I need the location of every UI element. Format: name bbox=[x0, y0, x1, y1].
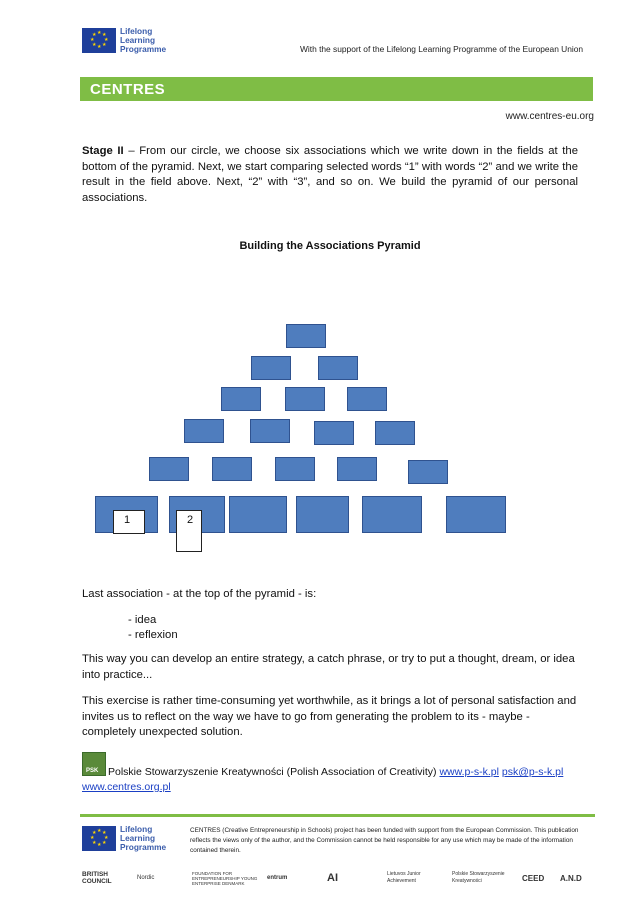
pyramid-block bbox=[314, 421, 354, 445]
llp-line: Programme bbox=[120, 44, 167, 54]
word-box-1 bbox=[113, 510, 145, 534]
organization-line bbox=[108, 766, 563, 778]
sponsor-logo: Lietuvos Junior Achievement bbox=[387, 871, 421, 884]
sponsor-logos bbox=[82, 866, 594, 890]
pyramid-block bbox=[296, 496, 349, 533]
pyramid-block bbox=[375, 421, 415, 445]
exercise-paragraph: This exercise is rather time-consuming yet worthwhile, as it brings a lot of personal satisfaction and invites us to reflect on the way we have to go from generating the problem to its - maybe - completely unexpected solution. bbox=[82, 695, 577, 738]
psk-logo-text: PSK bbox=[86, 768, 99, 774]
sponsor-logo: FOUNDATION FOR ENTREPRENEURSHIP YOUNG ENTERPRISE DENMARK bbox=[192, 870, 258, 886]
pyramid-block bbox=[286, 324, 326, 348]
sponsor-logo: AI bbox=[327, 871, 338, 884]
pyramid-block bbox=[347, 387, 387, 411]
organization-line-2 bbox=[82, 781, 171, 793]
pyramid-block bbox=[149, 457, 189, 481]
intro-paragraph bbox=[82, 144, 578, 206]
stage-label: Stage II bbox=[82, 145, 124, 157]
support-text: With the support of the Lifelong Learning Programme of the European Union bbox=[300, 44, 584, 54]
word-box-2-label: 2 bbox=[187, 514, 194, 526]
pyramid-block bbox=[318, 356, 358, 380]
llp-logo bbox=[82, 28, 192, 54]
footer-disclaimer: CENTRES (Creative Entrepreneurship in Schools) project has been funded with support from the European Commission. This publication reflects the views only of the author, and the Commission cannot be held responsible for any use which may be made of the information contained therein. bbox=[190, 827, 579, 854]
centres-website-link[interactable]: www.centres.org.pl bbox=[82, 781, 171, 793]
sponsor-logo: BRITISH COUNCIL bbox=[82, 871, 112, 885]
psk-website-link[interactable]: www.p-s-k.pl bbox=[439, 766, 499, 778]
eu-flag-icon: ★ ★ ★ ★ ★ ★ ★ ★ bbox=[82, 28, 116, 53]
pyramid-block bbox=[275, 457, 315, 481]
sponsor-logo: A.N.D bbox=[560, 873, 582, 883]
pyramid-block bbox=[285, 387, 325, 411]
psk-email-link[interactable]: psk@p-s-k.pl bbox=[501, 766, 564, 778]
footer-llp-logo bbox=[82, 826, 192, 852]
pyramid-block bbox=[362, 496, 422, 533]
sponsor-logo: Nordic bbox=[137, 874, 155, 881]
last-association-text: Last association - at the top of the pyramid - is: bbox=[82, 588, 317, 600]
pyramid-block bbox=[212, 457, 252, 481]
footer-divider bbox=[80, 814, 595, 817]
pyramid-block bbox=[250, 419, 290, 443]
sponsor-logo: CEED bbox=[522, 873, 545, 883]
pyramid-block bbox=[184, 419, 224, 443]
llp-line: Learning bbox=[120, 35, 156, 45]
pyramid-block bbox=[251, 356, 291, 380]
strategy-paragraph: This way you can develop an entire strategy, a catch phrase, or try to put a thought, dream, or idea into practice... bbox=[82, 653, 575, 681]
website-url: www.centres-eu.org bbox=[505, 111, 594, 122]
llp-line: Lifelong bbox=[120, 26, 153, 36]
pyramid-block bbox=[221, 387, 261, 411]
list-item: - idea bbox=[128, 614, 157, 626]
psk-logo bbox=[82, 752, 106, 776]
llp-line: Lifelong bbox=[120, 824, 153, 834]
pyramid-heading: Building the Associations Pyramid bbox=[239, 240, 421, 252]
pyramid-block bbox=[408, 460, 448, 484]
list-item: - reflexion bbox=[128, 629, 178, 641]
pyramid-block bbox=[337, 457, 377, 481]
sponsor-logo: entrum bbox=[267, 874, 288, 881]
banner-title: CENTRES bbox=[90, 81, 166, 98]
pyramid-block bbox=[229, 496, 287, 533]
centres-banner bbox=[80, 77, 593, 101]
eu-flag-icon: ★ ★ ★ ★ ★ ★ ★ ★ bbox=[82, 826, 116, 851]
llp-line: Programme bbox=[120, 842, 167, 852]
word-box-2 bbox=[176, 510, 202, 552]
intro-text: – From our circle, we choose six associations which we write down in the fields at the bottom of the pyramid. Next, we start comparing selected words “1” with words “2” and we write the result in the field above. Next, “2” with “3”, and so on. We build the pyramid of our personal associations. bbox=[82, 145, 578, 204]
pyramid-block bbox=[446, 496, 506, 533]
organization-name: Polskie Stowarzyszenie Kreatywności (Polish Association of Creativity) bbox=[108, 766, 437, 778]
llp-line: Learning bbox=[120, 833, 156, 843]
word-box-1-label: 1 bbox=[124, 514, 131, 526]
sponsor-logo: Polskie Stowarzyszenie Kreatywności bbox=[452, 871, 505, 884]
